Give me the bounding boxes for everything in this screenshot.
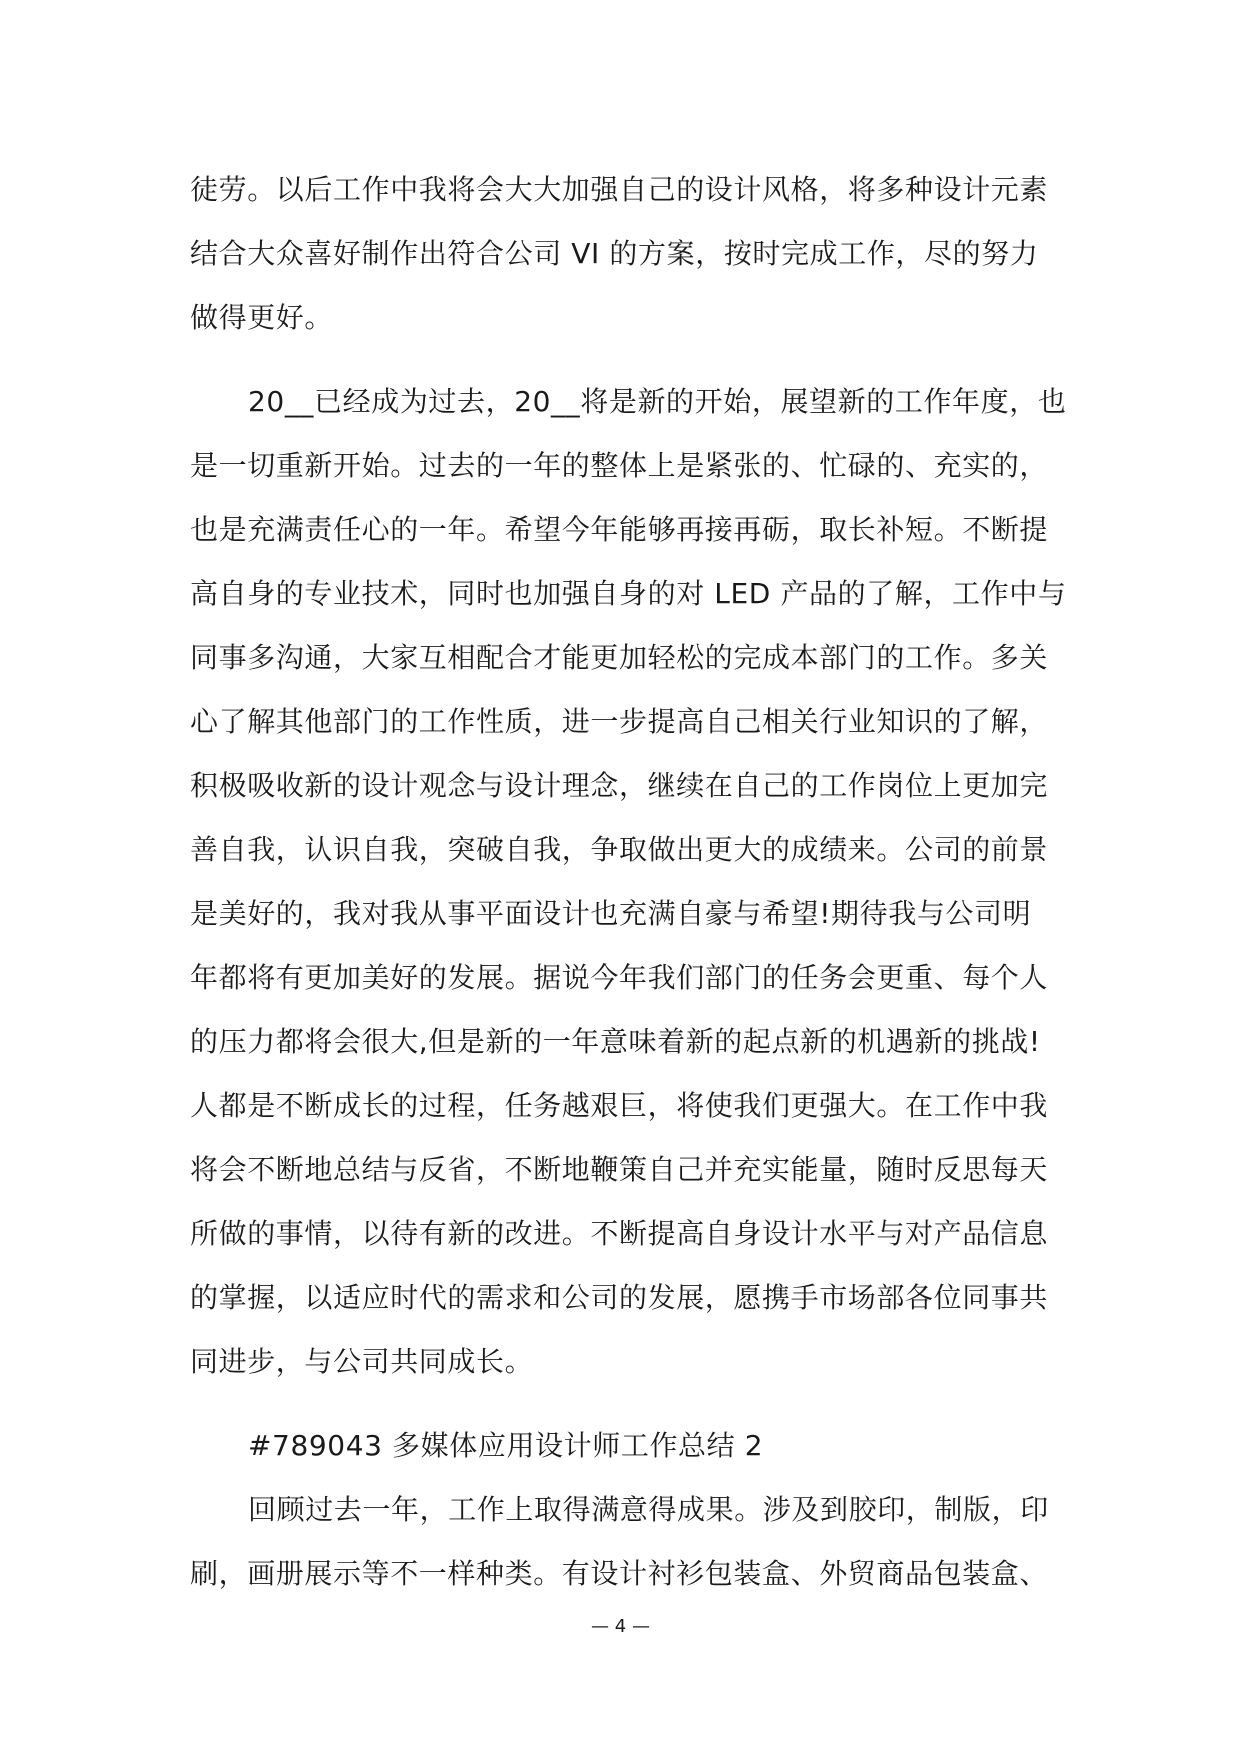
paragraph [190,158,1060,350]
text-line: 是一切重新开始。过去的一年的整体上是紧张的、忙碌的、充实的， [190,449,1049,482]
text-line: 的压力都将会很大,但是新的一年意味着新的起点新的机遇新的挑战! [190,1025,1041,1058]
text-line: 做得更好。 [190,301,334,334]
text-line: 年都将有更加美好的发展。据说今年我们部门的任务会更重、每个人 [190,961,1049,994]
text-line: 结合大众喜好制作出符合公司 VI 的方案，按时完成工作，尽的努力 [190,237,1039,270]
text-line: 20__已经成为过去，20__将是新的开始，展望新的工作年度，也 [248,385,1067,418]
text-line: 回顾过去一年，工作上取得满意得成果。涉及到胶印，制版，印 [248,1493,1049,1526]
document-body [190,158,1067,1606]
text-line: 是美好的，我对我从事平面设计也充满自豪与希望!期待我与公司明 [190,897,1032,930]
text-line: 的掌握，以适应时代的需求和公司的发展，愿携手市场部各位同事共 [190,1281,1049,1314]
text-line: 刷，画册展示等不一样种类。有设计衬衫包装盒、外贸商品包装盒、 [190,1557,1049,1590]
text-line: 高自身的专业技术，同时也加强自身的对 LED 产品的了解，工作中与 [190,577,1067,610]
text-line: 所做的事情，以待有新的改进。不断提高自身设计水平与对产品信息 [190,1217,1049,1250]
text-line: 善自我，认识自我，突破自我，争取做出更大的成绩来。公司的前景 [190,833,1049,866]
heading-text: #789043 多媒体应用设计师工作总结 2 [248,1429,764,1462]
text-line: 人都是不断成长的过程，任务越艰巨，将使我们更强大。在工作中我 [190,1089,1049,1122]
text-line: 也是充满责任心的一年。希望今年能够再接再砺，取长补短。不断提 [190,513,1049,546]
text-line: 心了解其他部门的工作性质，进一步提高自己相关行业知识的了解， [190,705,1049,738]
paragraph [190,370,1067,1394]
paragraph [190,1478,1060,1606]
text-line: 同事多沟通，大家互相配合才能更加轻松的完成本部门的工作。多关 [190,641,1049,674]
text-line: 徒劳。以后工作中我将会大大加强自己的设计风格，将多种设计元素 [190,173,1049,206]
page-number: — 4 — [591,1616,650,1637]
text-line: 积极吸收新的设计观念与设计理念，继续在自己的工作岗位上更加完 [190,769,1049,802]
text-line: 将会不断地总结与反省，不断地鞭策自己并充实能量，随时反思每天 [190,1153,1049,1186]
text-line: 同进步，与公司共同成长。 [190,1345,534,1378]
section-heading [190,1414,1060,1478]
